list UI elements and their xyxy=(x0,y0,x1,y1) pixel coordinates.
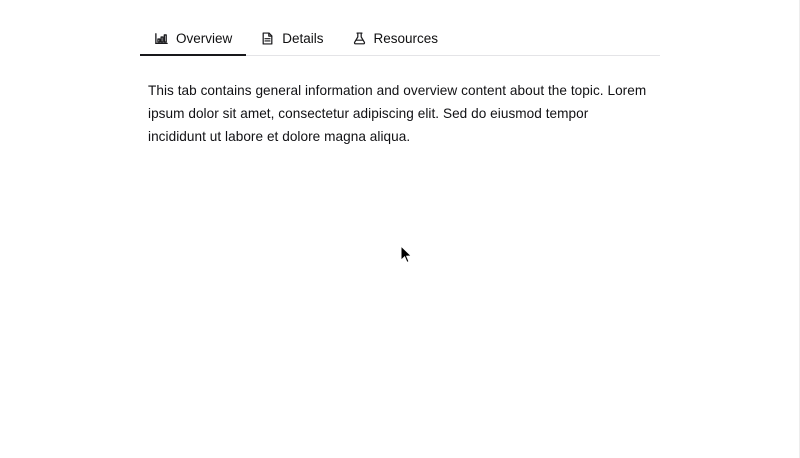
overview-body-text: This tab contains general information and overview content about the topic. Lorem ipsum dolor sit amet, consectetur adipiscing elit. Sed do eiusmod tempor incididunt ut labore et dolore magna aliqua. xyxy=(148,83,647,144)
mouse-pointer-icon xyxy=(400,245,414,265)
tab-resources-label: Resources xyxy=(373,30,439,46)
tab-resources[interactable] xyxy=(338,31,453,55)
file-text-icon xyxy=(260,31,275,46)
flask-icon xyxy=(352,31,367,46)
tab-overview-label: Overview xyxy=(176,30,233,46)
tab-details[interactable] xyxy=(246,31,337,55)
bar-chart-icon xyxy=(154,31,169,46)
tab-overview[interactable] xyxy=(140,31,246,55)
tab-bar xyxy=(140,22,660,56)
tab-details-label: Details xyxy=(282,30,324,46)
tab-panel-overview xyxy=(148,80,648,148)
